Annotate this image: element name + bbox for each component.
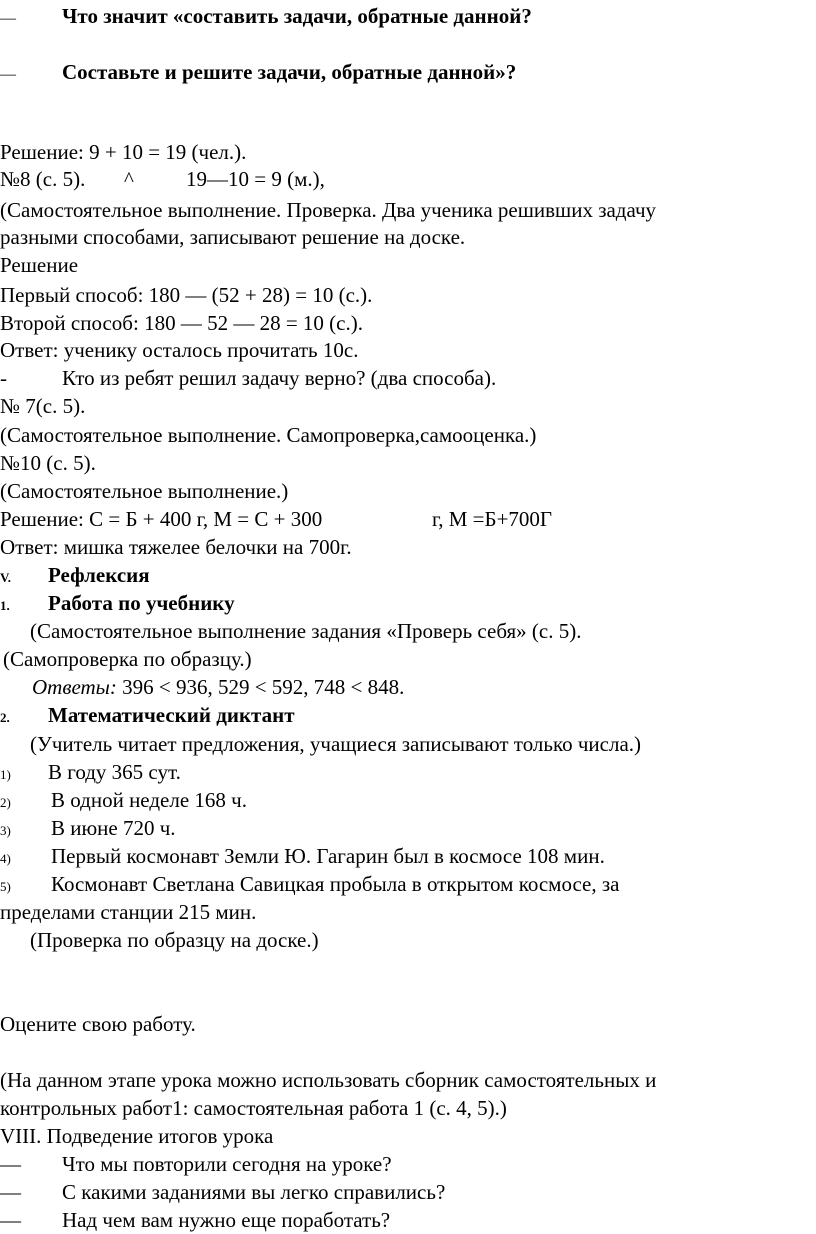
item-text: В июне 720 ч. <box>51 816 176 840</box>
final-question <box>0 1178 446 1206</box>
solution-line: Решение: 9 + 10 = 19 (чел.). <box>0 140 247 164</box>
subsection-number: 2. <box>0 710 10 725</box>
question-text: С какими заданиями вы легко справились? <box>62 1180 446 1204</box>
dash-marker: — <box>0 10 16 27</box>
dictation-item-cont: пределами станции 215 мин. <box>0 900 257 924</box>
teacher-instruction: (Учитель читает предложения, учащиеся записывают только числа.) <box>30 732 642 756</box>
item-number: 3) <box>0 823 11 838</box>
method-2-line: Второй способ: 180 — 52 — 28 = 10 (с.). <box>0 311 363 335</box>
item-text: Первый космонавт Земли Ю. Гагарин был в космосе 108 мин. <box>51 844 605 868</box>
solution-expression: Решение: С = Б + 400 г, М = С + 300 <box>0 507 323 531</box>
self-check-line: (Самостоятельное выполнение. Самопроверка,самооценка.) <box>0 423 537 447</box>
dictation-item <box>0 758 181 786</box>
section-number: V. <box>0 570 11 585</box>
self-rating-line: Оцените свою работу. <box>0 1012 196 1036</box>
answers-line <box>32 673 404 701</box>
dictation-item <box>0 842 605 870</box>
solution-expression-cont: г, М =Б+700Г <box>432 507 553 531</box>
task-instruction: (Самостоятельное выполнение задания «Проверь себя» (с. 5). <box>30 619 582 643</box>
task-expression: 19—10 = 9 (м.), <box>186 167 325 191</box>
answer-line: Ответ: ученику осталось прочитать 10с. <box>0 338 359 362</box>
board-check-line: (Проверка по образцу на доске.) <box>30 928 319 952</box>
item-number: 5) <box>0 879 11 894</box>
solution-2-line <box>0 505 553 533</box>
question-text: Составьте и решите задачи, обратные данной»? <box>62 60 517 84</box>
question-who-line <box>0 364 497 392</box>
question-line-2 <box>0 58 517 86</box>
item-text: В году 365 сут. <box>48 760 181 784</box>
answers-values: 396 < 936, 529 < 592, 748 < 848. <box>116 675 405 699</box>
task-number: №8 (с. 5). <box>0 167 86 191</box>
dictation-item <box>0 870 620 898</box>
section-title: Рефлексия <box>48 563 150 587</box>
section-8-heading: VIII. Подведение итогов урока <box>0 1124 274 1148</box>
dash-marker: — <box>0 1208 21 1232</box>
subsection-heading <box>0 701 295 729</box>
subsection-title: Работа по учебнику <box>48 591 235 615</box>
dash-marker: — <box>0 1152 21 1176</box>
instruction-line: (Самостоятельное выполнение. Проверка. Два ученика решивших задачу <box>0 198 657 222</box>
solution-heading: Решение <box>0 253 79 277</box>
note-line-cont: контрольных работ1: самостоятельная работа 1 (с. 4, 5).) <box>0 1096 507 1120</box>
instruction-line-cont: разными способами, записывают решение на доске. <box>0 225 466 249</box>
question-line-1 <box>0 2 532 30</box>
question-text: Над чем вам нужно еще поработать? <box>62 1208 391 1232</box>
question-text: Что значит «составить задачи, обратные данной? <box>62 4 532 28</box>
hyphen-marker: - <box>0 366 7 390</box>
final-question <box>0 1206 391 1234</box>
dictation-item <box>0 786 247 814</box>
item-number: 4) <box>0 851 11 866</box>
subsection-number: 1. <box>0 598 10 613</box>
item-number: 1) <box>0 767 11 782</box>
dash-marker: — <box>0 1180 21 1204</box>
item-text: В одной неделе 168 ч. <box>51 788 247 812</box>
item-number: 2) <box>0 795 11 810</box>
task-8-line <box>0 165 325 193</box>
task-10-line: №10 (с. 5). <box>0 451 96 475</box>
answers-label: Ответы: <box>32 675 117 699</box>
item-text: Космонавт Светлана Савицкая пробыла в открытом космосе, за <box>51 872 620 896</box>
subsection-title: Математический диктант <box>48 703 295 727</box>
question-text: Кто из ребят решил задачу верно? (два способа). <box>62 366 497 390</box>
caret-mark: ^ <box>124 167 134 191</box>
dictation-item <box>0 814 176 842</box>
final-question <box>0 1150 392 1178</box>
note-line: (На данном этапе урока можно использовать сборник самостоятельных и <box>0 1068 657 1092</box>
subsection-heading <box>0 589 235 617</box>
sample-check-line: (Самопроверка по образцу.) <box>3 647 252 671</box>
task-7-line: № 7(с. 5). <box>0 394 86 418</box>
method-1-line: Первый способ: 180 — (52 + 28) = 10 (с.). <box>0 283 373 307</box>
question-text: Что мы повторили сегодня на уроке? <box>62 1152 392 1176</box>
instruction-line: (Самостоятельное выполнение.) <box>0 479 289 503</box>
section-heading <box>0 561 150 589</box>
answer-2-line: Ответ: мишка тяжелее белочки на 700г. <box>0 535 352 559</box>
dash-marker: — <box>0 66 16 83</box>
